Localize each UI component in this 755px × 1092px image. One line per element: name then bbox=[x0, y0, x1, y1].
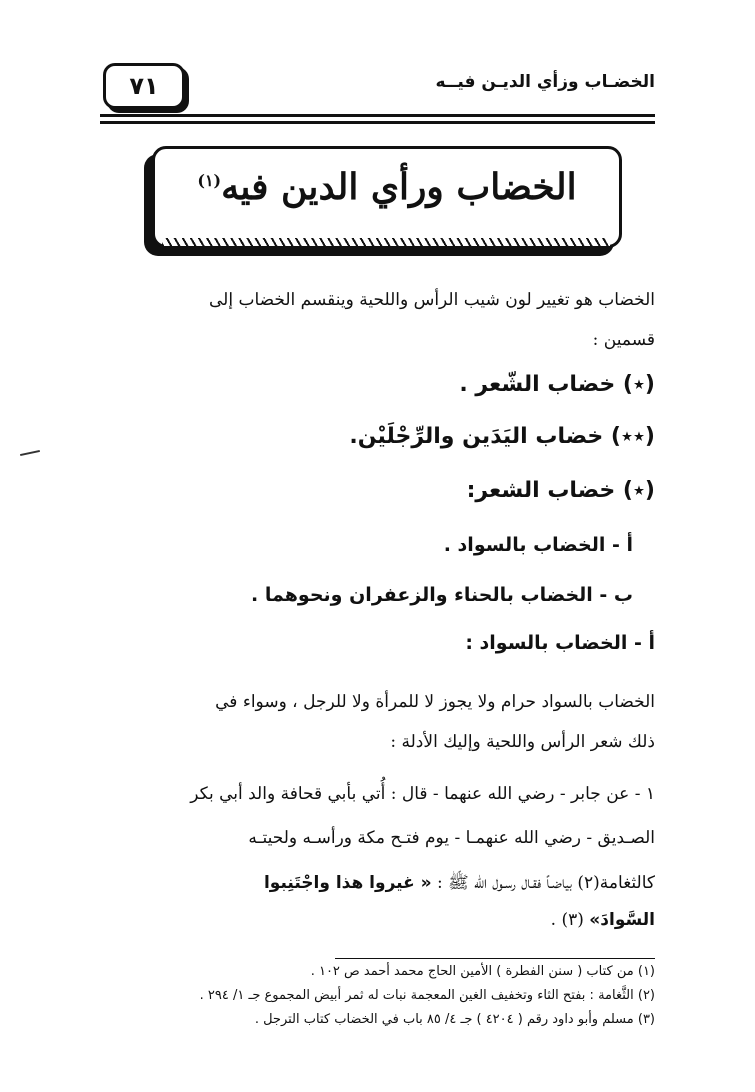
chapter-title bbox=[152, 166, 622, 208]
ruling-line-1: الخضاب بالسواد حرام ولا يجوز لا للمرأة ولا للرجل ، وسواء في bbox=[215, 692, 655, 712]
division-hair: (٭) خضاب الشّعر . bbox=[459, 372, 655, 397]
chapter-title-text: الخضاب ورأي الدين فيه bbox=[221, 166, 577, 208]
hadith-quote-part-2: السَّوادَ» bbox=[589, 910, 655, 930]
footnote-1: (١) من كتاب ( سنن الفطرة ) الأمين الحاج محمد أحمد ص ١٠٢ . bbox=[310, 964, 655, 979]
ruling-line-2: ذلك شعر الرأس واللحية وإليك الأدلة : bbox=[390, 732, 655, 752]
section-heading-hair: (٭) خضاب الشعر: bbox=[466, 478, 655, 503]
title-footnote-marker: (١) bbox=[197, 171, 222, 190]
hadith-footnote-ref: (٣) . bbox=[550, 910, 584, 930]
intro-paragraph bbox=[95, 280, 655, 360]
subsection-henna-saffron: ب - الخضاب بالحناء والزعفران ونحوهما . bbox=[251, 584, 633, 606]
page-number-badge bbox=[103, 63, 185, 109]
subheading-black-dye: أ - الخضاب بالسواد : bbox=[465, 632, 655, 654]
title-frame-hatching bbox=[162, 238, 610, 246]
intro-line-1: الخضاب هو تغيير لون شيب الرأس واللحية وينقسم الخضاب إلى bbox=[208, 290, 655, 310]
footnote-rule bbox=[335, 958, 655, 959]
division-hands-feet: (٭٭) خضاب اليَدَين والرِّجْلَيْن. bbox=[349, 424, 655, 449]
hadith-line-4 bbox=[95, 910, 655, 930]
intro-line-2: قسمين : bbox=[592, 330, 655, 350]
hadith-line-3-text: كالثغامة(٢) بياضـاً فقـال رسـول الله ﷺ : bbox=[437, 873, 655, 893]
stray-pen-mark bbox=[20, 450, 40, 456]
hadith-quote-part-1: « غيروا هذا واجْتَنِبوا bbox=[263, 873, 432, 893]
subsection-black-dye: أ - الخضاب بالسواد . bbox=[443, 534, 633, 556]
ruling-paragraph bbox=[95, 682, 655, 762]
header-rule-top bbox=[100, 114, 655, 117]
running-head: الخضـاب وزأي الديـن فيــه bbox=[435, 72, 655, 92]
header-rule-bottom bbox=[100, 121, 655, 124]
hadith-line-2: الصـديق - رضي الله عنهمـا - يوم فتـح مكة ورأسـه ولحيتـه bbox=[248, 828, 655, 848]
hadith-line-3 bbox=[95, 872, 655, 897]
footnote-2: (٢) الثَّغامة : بفتح الثاء وتخفيف الغين المعجمة نبات له ثمر أبيض المجموع جـ ١/ ٢٩٤ . bbox=[199, 988, 655, 1003]
footnote-3: (٣) مسلم وأبو داود رقم ( ٤٢٠٤ ) جـ ٤/ ٨٥ باب في الخضاب كتاب الترجل . bbox=[254, 1012, 655, 1027]
page-number: ٧١ bbox=[129, 72, 159, 100]
hadith-line-1: ١ - عن جابر - رضي الله عنهما - قال : أُتي بأبي قحافة والد أبي بكر bbox=[190, 784, 655, 804]
